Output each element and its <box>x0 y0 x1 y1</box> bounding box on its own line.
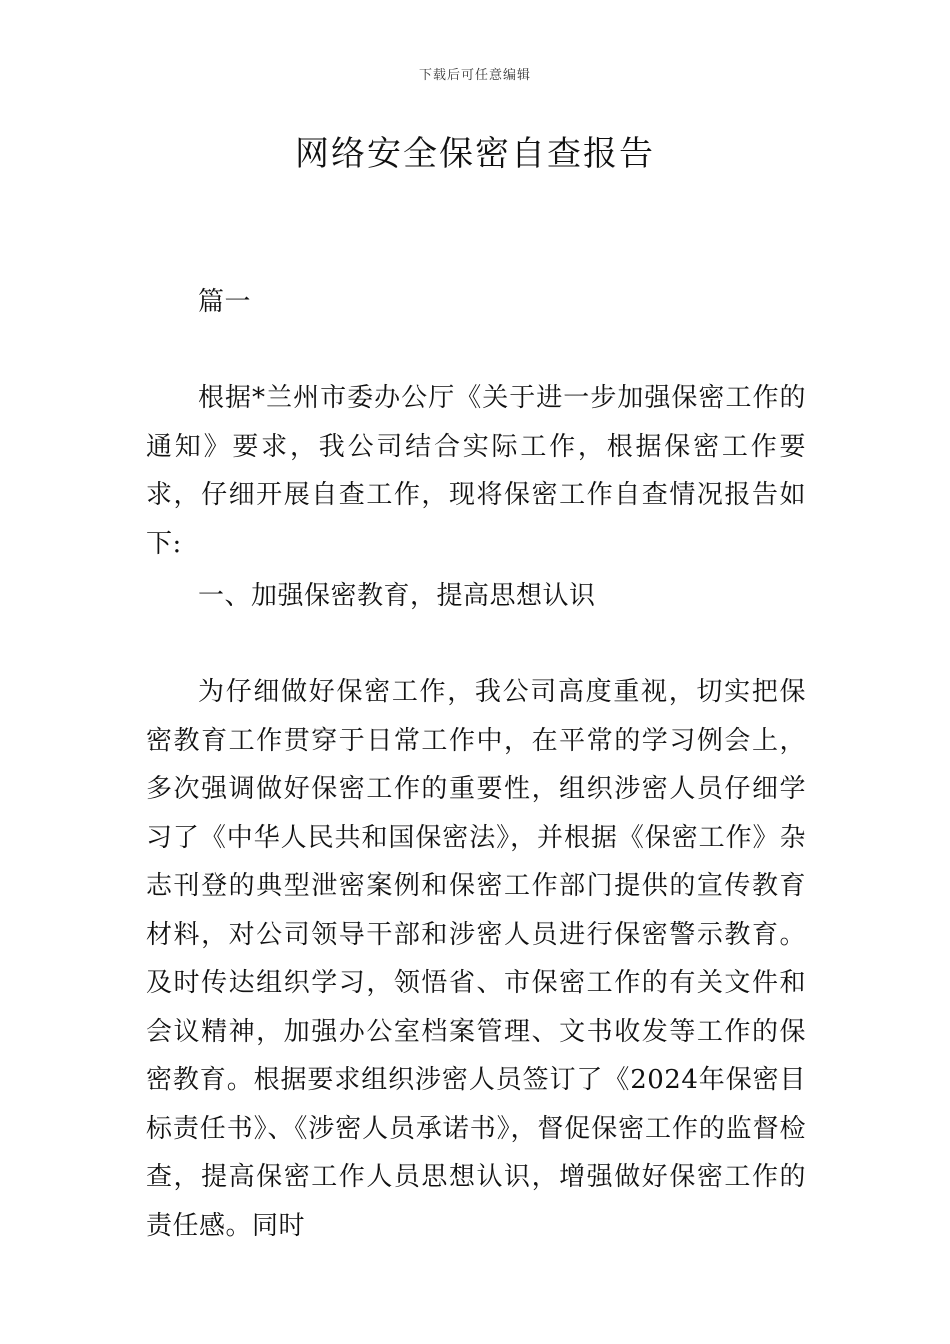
header-note: 下载后可任意编辑 <box>418 68 531 83</box>
intro-paragraph: 根据*兰州市委办公厅《关于进一步加强保密工作的通知》要求，我公司结合实际工作，根据保密工作要求，仔细开展自查工作，现将保密工作自查情况报告如下: <box>146 383 806 559</box>
section-label: 篇一 <box>198 287 252 317</box>
document-title: 网络安全保密自查报告 <box>295 134 655 174</box>
body-paragraph: 为仔细做好保密工作，我公司高度重视，切实把保密教育工作贯穿于日常工作中，在平常的学习例会上，多次强调做好保密工作的重要性，组织涉密人员仔细学习了《中华人民共和国保密法》，并根据《保密工作》杂志刊登的典型泄密案例和保密工作部门提供的宣传教育材料，对公司领导干部和涉密人员进行保密警示教育。及时传达组织学习，领悟省、市保密工作的有关文件和会议精神，加强办公室档案管理、文书收发等工作的保密教育。根据要求组织涉密人员签订了《2024年保密目标责任书》、《涉密人员承诺书》，督促保密工作的监督检查，提高保密工作人员思想认识，增强做好保密工作的责任感。同时 <box>146 677 806 1241</box>
section-heading: 一、加强保密教育，提高思想认识 <box>198 581 596 611</box>
